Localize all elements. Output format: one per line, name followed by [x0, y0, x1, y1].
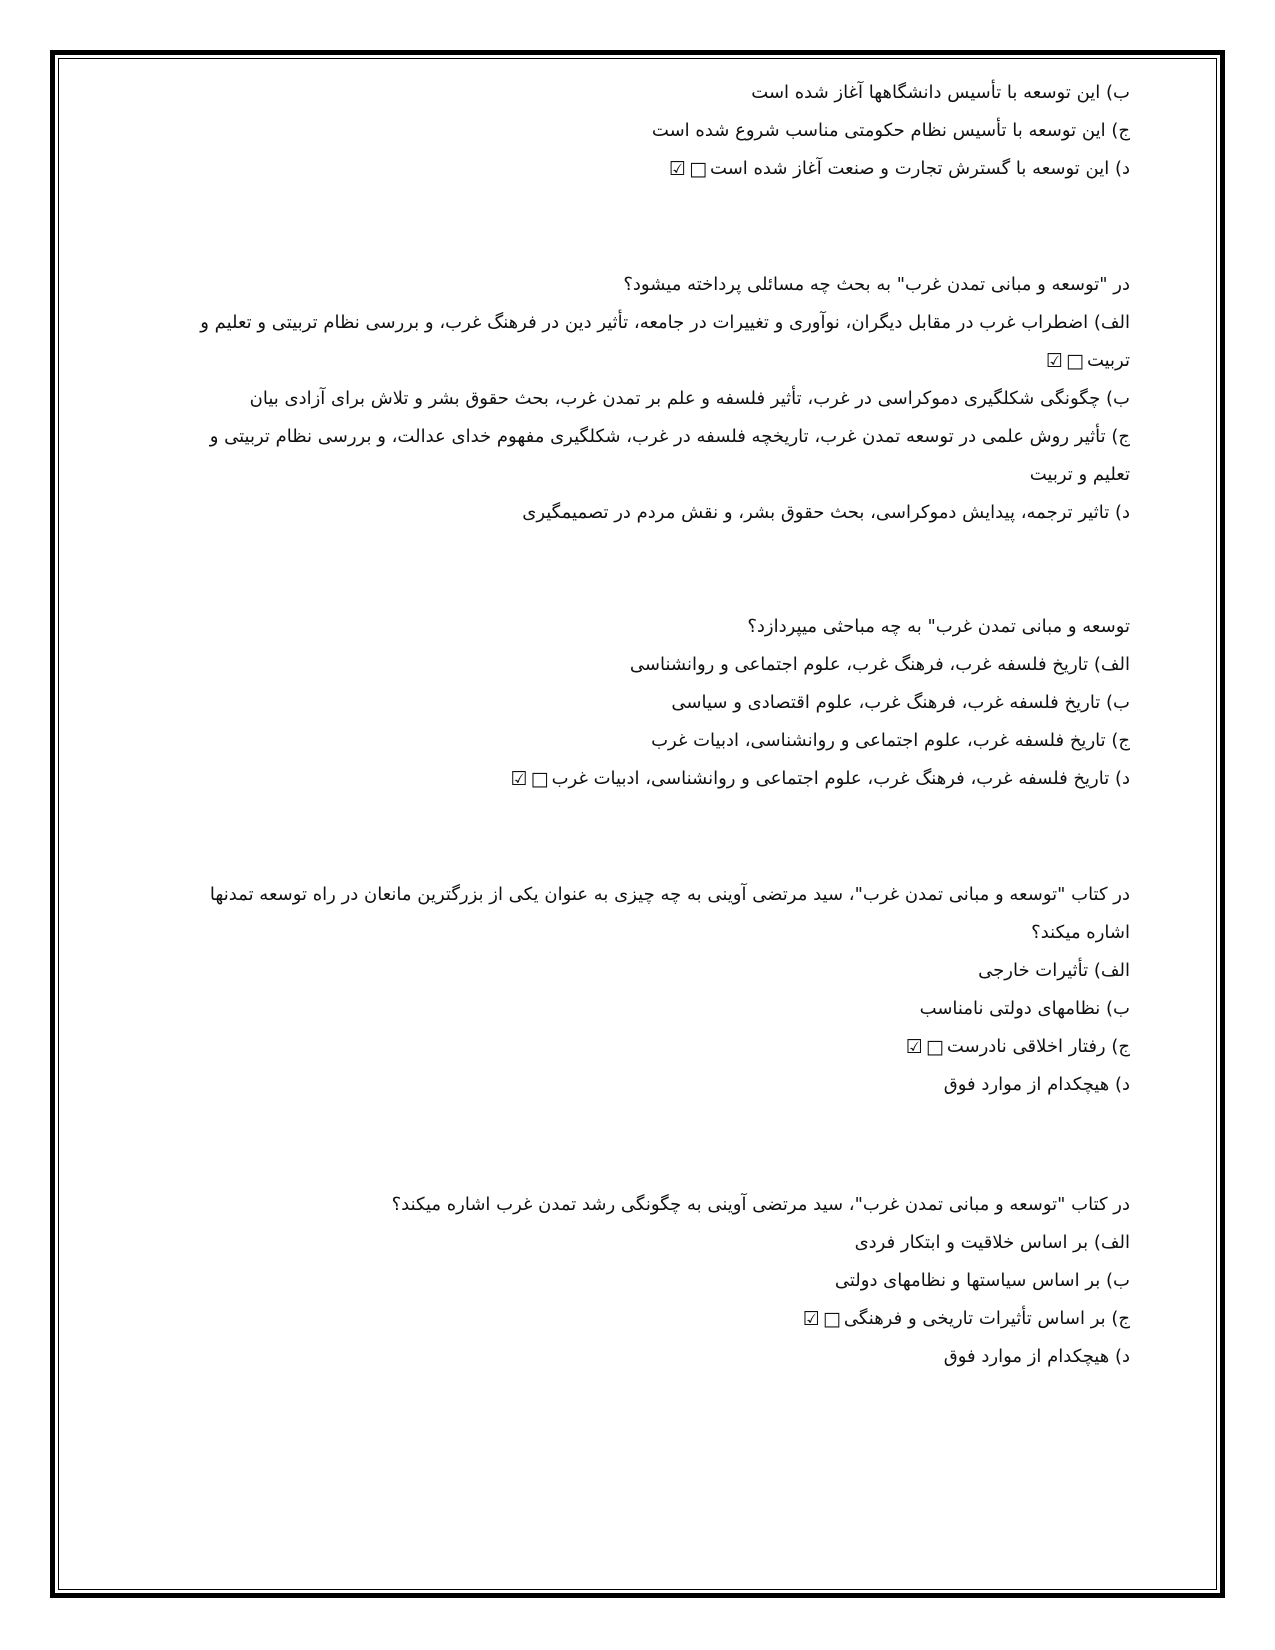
quiz-page: [170, 74, 1130, 1376]
option-text: د) این توسعه با گسترش تجارت و صنعت آغاز شده است: [710, 158, 1130, 179]
question-block: [170, 876, 1130, 1104]
option-line: د) هیچکدام از موارد فوق: [943, 1074, 1130, 1095]
option-line: ب) نظامهای دولتی نامناسب: [919, 998, 1130, 1019]
option-text: الف) اضطراب غرب در مقابل دیگران، نوآوری و تغییرات در جامعه، تأثیر دین در فرهنگ غرب، و بررسی نظام تربیتی و تعلیم و تربیت: [200, 312, 1130, 371]
option-line: ب) چگونگی شکلگیری دموکراسی در غرب، تأثیر فلسفه و علم بر تمدن غرب، بحث حقوق بشر و تلاش برای آزادی بیان: [249, 388, 1130, 409]
option-text: د) تاریخ فلسفه غرب، فرهنگ غرب، علوم اجتماعی و روانشناسی، ادبیات غرب: [551, 768, 1130, 789]
question-stem: در کتاب "توسعه و مبانی تمدن غرب"، سید مرتضی آوینی به چه چیزی به عنوان یکی از بزرگترین مانعان در راه توسعه تمدنها اشاره میکند؟: [209, 884, 1130, 943]
option-line: د) تاثیر ترجمه، پیدایش دموکراسی، بحث حقوق بشر، و نقش مردم در تصمیمگیری: [522, 502, 1130, 523]
option-line: ب) بر اساس سیاستها و نظامهای دولتی: [834, 1270, 1130, 1291]
spacer: [170, 188, 1130, 266]
spacer: [170, 1104, 1130, 1186]
checked-box-icon: ☑: [905, 1036, 923, 1058]
option-line: ج) تاریخ فلسفه غرب، علوم اجتماعی و روانشناسی، ادبیات غرب: [651, 730, 1130, 751]
spacer: [170, 532, 1130, 608]
option-line: الف) تأثیرات خارجی: [978, 960, 1130, 981]
option-line-correct: [170, 1028, 1130, 1066]
checked-box-icon: ☑: [802, 1308, 820, 1330]
question-stem: در کتاب "توسعه و مبانی تمدن غرب"، سید مرتضی آوینی به چگونگی رشد تمدن غرب اشاره میکند؟: [391, 1194, 1130, 1215]
question-block: [170, 266, 1130, 532]
empty-box-icon: □: [689, 158, 708, 180]
question-stem: در "توسعه و مبانی تمدن غرب" به بحث چه مسائلی پرداخته میشود؟: [623, 274, 1130, 295]
option-line-correct: [170, 1300, 1130, 1338]
checked-box-icon: ☑: [1045, 350, 1063, 372]
empty-box-icon: □: [530, 768, 549, 790]
empty-box-icon: □: [925, 1036, 944, 1058]
question-block: [170, 608, 1130, 798]
question-block: [170, 1186, 1130, 1376]
option-line-correct: [170, 304, 1130, 380]
spacer: [170, 798, 1130, 876]
option-line: ب) تاریخ فلسفه غرب، فرهنگ غرب، علوم اقتصادی و سیاسی: [671, 692, 1130, 713]
question-fragment: [170, 74, 1130, 188]
option-line-correct: [170, 150, 1130, 188]
option-line: ب) این توسعه با تأسیس دانشگاهها آغاز شده است: [751, 82, 1130, 103]
empty-box-icon: □: [822, 1308, 841, 1330]
option-line-correct: [170, 760, 1130, 798]
checked-box-icon: ☑: [510, 768, 528, 790]
checked-box-icon: ☑: [669, 158, 687, 180]
option-line: ج) این توسعه با تأسیس نظام حکومتی مناسب شروع شده است: [651, 120, 1130, 141]
empty-box-icon: □: [1065, 350, 1084, 372]
option-line: الف) تاریخ فلسفه غرب، فرهنگ غرب، علوم اجتماعی و روانشناسی: [629, 654, 1130, 675]
option-line: د) هیچکدام از موارد فوق: [943, 1346, 1130, 1367]
option-line: ج) تأثیر روش علمی در توسعه تمدن غرب، تاریخچه فلسفه در غرب، شکلگیری مفهوم خدای عدالت، و بررسی نظام تربیتی و تعلیم و تربیت: [209, 426, 1130, 485]
option-text: ج) بر اساس تأثیرات تاریخی و فرهنگی: [843, 1308, 1130, 1329]
question-stem: توسعه و مبانی تمدن غرب" به چه مباحثی میپردازد؟: [747, 616, 1130, 637]
option-text: ج) رفتار اخلاقی نادرست: [946, 1036, 1130, 1057]
option-line: الف) بر اساس خلاقیت و ابتکار فردی: [854, 1232, 1130, 1253]
